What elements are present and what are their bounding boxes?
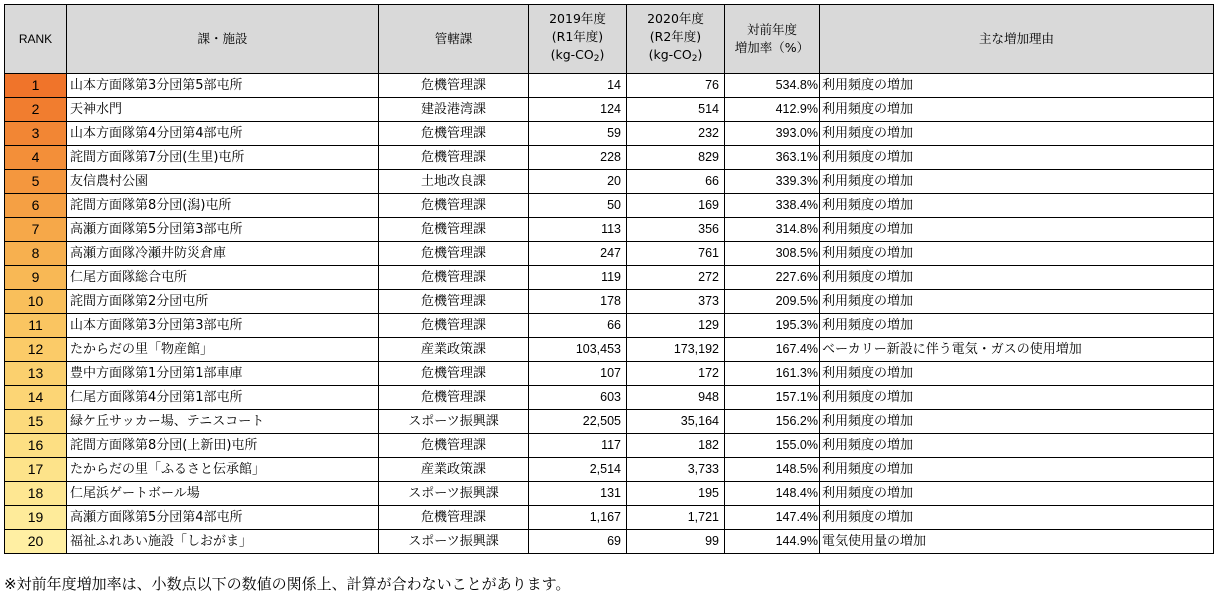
increase-rate-cell: 314.8% [725,218,820,242]
increase-rate-cell: 412.9% [725,98,820,122]
reason-cell: 利用頻度の増加 [820,218,1214,242]
increase-rate-cell: 148.5% [725,458,820,482]
emission-2019-cell: 178 [529,290,627,314]
department-cell: 危機管理課 [379,386,529,410]
table-row [5,146,1214,170]
department-cell: 産業政策課 [379,338,529,362]
emission-2019-cell: 131 [529,482,627,506]
department-cell: 危機管理課 [379,506,529,530]
emission-2020-cell: 169 [627,194,725,218]
emission-2020-cell: 514 [627,98,725,122]
emission-2020-cell: 99 [627,530,725,554]
header-2020 [627,5,725,74]
table-row [5,194,1214,218]
header-rate [725,5,820,74]
increase-rate-cell: 147.4% [725,506,820,530]
facility-cell: たからだの里「ふるさと伝承館」 [67,458,379,482]
header-2020-unit: $(kg-CO_2)$ [648,47,703,64]
rank-cell: 15 [5,410,67,434]
facility-cell: 詫間方面隊第7分団(生里)屯所 [67,146,379,170]
increase-rate-cell: 534.8% [725,74,820,98]
increase-rate-cell: 393.0% [725,122,820,146]
emission-2020-cell: 761 [627,242,725,266]
department-cell: 危機管理課 [379,434,529,458]
increase-rate-cell: 167.4% [725,338,820,362]
emission-2020-cell: 66 [627,170,725,194]
increase-rate-cell: 338.4% [725,194,820,218]
rank-cell: 6 [5,194,67,218]
reason-cell: 利用頻度の増加 [820,362,1214,386]
increase-rate-cell: 363.1% [725,146,820,170]
reason-cell: 利用頻度の増加 [820,314,1214,338]
reason-cell: 電気使用量の増加 [820,530,1214,554]
increase-rate-cell: 148.4% [725,482,820,506]
department-cell: スポーツ振興課 [379,530,529,554]
emission-2020-cell: 829 [627,146,725,170]
header-row [5,5,1214,74]
emission-2019-cell: 2,514 [529,458,627,482]
header-department: 管轄課 [379,5,529,74]
reason-cell: 利用頻度の増加 [820,146,1214,170]
department-cell: 危機管理課 [379,362,529,386]
table-row [5,122,1214,146]
emission-2019-cell: 124 [529,98,627,122]
increase-rate-cell: 195.3% [725,314,820,338]
emission-2019-cell: 1,167 [529,506,627,530]
table-row [5,506,1214,530]
table-row [5,242,1214,266]
emission-2019-cell: 66 [529,314,627,338]
header-facility: 課・施設 [67,5,379,74]
rank-cell: 10 [5,290,67,314]
table-row [5,362,1214,386]
emission-2019-cell: 247 [529,242,627,266]
emission-2019-cell: 603 [529,386,627,410]
facility-cell: 詫間方面隊第8分団(潟)屯所 [67,194,379,218]
table-row [5,434,1214,458]
header-2020-year: 2020年度 [647,11,704,26]
emission-2020-cell: 373 [627,290,725,314]
rank-cell: 2 [5,98,67,122]
facility-cell: たからだの里「物産館」 [67,338,379,362]
facility-cell: 豊中方面隊第1分団第1部車庫 [67,362,379,386]
emission-2020-cell: 3,733 [627,458,725,482]
emission-2020-cell: 1,721 [627,506,725,530]
department-cell: 危機管理課 [379,266,529,290]
rank-cell: 4 [5,146,67,170]
emission-2020-cell: 195 [627,482,725,506]
department-cell: 建設港湾課 [379,98,529,122]
reason-cell: 利用頻度の増加 [820,506,1214,530]
reason-cell: 利用頻度の増加 [820,74,1214,98]
emission-2020-cell: 76 [627,74,725,98]
facility-cell: 仁尾浜ゲートボール場 [67,482,379,506]
rank-cell: 14 [5,386,67,410]
table-row [5,410,1214,434]
reason-cell: 利用頻度の増加 [820,98,1214,122]
table-row [5,218,1214,242]
emission-2020-cell: 272 [627,266,725,290]
increase-rate-cell: 156.2% [725,410,820,434]
table-row [5,458,1214,482]
department-cell: 土地改良課 [379,170,529,194]
header-2019 [529,5,627,74]
department-cell: 危機管理課 [379,314,529,338]
header-2019-reiwa: (R1年度) [551,29,604,44]
emission-2019-cell: 69 [529,530,627,554]
rank-cell: 8 [5,242,67,266]
rank-cell: 9 [5,266,67,290]
facility-cell: 福祉ふれあい施設「しおがま」 [67,530,379,554]
reason-cell: 利用頻度の増加 [820,170,1214,194]
rank-cell: 13 [5,362,67,386]
facility-cell: 山本方面隊第3分団第5部屯所 [67,74,379,98]
rank-cell: 11 [5,314,67,338]
facility-cell: 山本方面隊第4分団第4部屯所 [67,122,379,146]
emission-2020-cell: 172 [627,362,725,386]
emission-2019-cell: 107 [529,362,627,386]
emission-2020-cell: 948 [627,386,725,410]
rank-cell: 20 [5,530,67,554]
department-cell: スポーツ振興課 [379,410,529,434]
reason-cell: 利用頻度の増加 [820,482,1214,506]
department-cell: スポーツ振興課 [379,482,529,506]
emission-2019-cell: 103,453 [529,338,627,362]
table-row [5,386,1214,410]
increase-rate-cell: 339.3% [725,170,820,194]
emission-2019-cell: 14 [529,74,627,98]
facility-cell: 天神水門 [67,98,379,122]
emission-2020-cell: 232 [627,122,725,146]
emission-2020-cell: 356 [627,218,725,242]
table-row [5,314,1214,338]
reason-cell: 利用頻度の増加 [820,458,1214,482]
facility-cell: 山本方面隊第3分団第3部屯所 [67,314,379,338]
table-row [5,266,1214,290]
table-row [5,74,1214,98]
facility-cell: 高瀬方面隊冷瀬井防災倉庫 [67,242,379,266]
header-2020-reiwa: (R2年度) [649,29,702,44]
emission-2019-cell: 117 [529,434,627,458]
emission-2019-cell: 119 [529,266,627,290]
table-row [5,482,1214,506]
department-cell: 危機管理課 [379,242,529,266]
increase-rate-cell: 227.6% [725,266,820,290]
header-rate-line1: 対前年度 [746,22,797,37]
increase-rate-cell: 157.1% [725,386,820,410]
rank-cell: 1 [5,74,67,98]
rank-cell: 16 [5,434,67,458]
reason-cell: 利用頻度の増加 [820,266,1214,290]
header-rank: RANK [5,5,67,74]
facility-cell: 仁尾方面隊総合屯所 [67,266,379,290]
increase-rate-cell: 144.9% [725,530,820,554]
facility-cell: 緑ケ丘サッカー場、テニスコート [67,410,379,434]
emission-2020-cell: 182 [627,434,725,458]
rank-cell: 7 [5,218,67,242]
rank-cell: 3 [5,122,67,146]
facility-cell: 友信農村公園 [67,170,379,194]
facility-cell: 仁尾方面隊第4分団第1部屯所 [67,386,379,410]
reason-cell: 利用頻度の増加 [820,434,1214,458]
header-rate-line2: 増加率（%） [734,40,810,55]
reason-cell: 利用頻度の増加 [820,386,1214,410]
reason-cell: 利用頻度の増加 [820,194,1214,218]
table-row [5,170,1214,194]
facility-cell: 高瀬方面隊第5分団第3部屯所 [67,218,379,242]
table-body [5,74,1214,554]
footnote: ※対前年度増加率は、小数点以下の数値の関係上、計算が合わないことがあります。 [4,575,571,593]
header-reason: 主な増加理由 [820,5,1214,74]
department-cell: 危機管理課 [379,194,529,218]
emission-2019-cell: 228 [529,146,627,170]
department-cell: 危機管理課 [379,122,529,146]
reason-cell: ベーカリー新設に伴う電気・ガスの使用増加 [820,338,1214,362]
rank-cell: 18 [5,482,67,506]
rank-cell: 5 [5,170,67,194]
emission-2019-cell: 50 [529,194,627,218]
increase-rate-cell: 308.5% [725,242,820,266]
table-row [5,290,1214,314]
emission-2019-cell: 22,505 [529,410,627,434]
reason-cell: 利用頻度の増加 [820,122,1214,146]
header-2019-unit: $(kg-CO_2)$ [550,47,605,64]
department-cell: 産業政策課 [379,458,529,482]
emission-2020-cell: 35,164 [627,410,725,434]
emission-2020-cell: 173,192 [627,338,725,362]
rank-cell: 17 [5,458,67,482]
facility-cell: 詫間方面隊第2分団屯所 [67,290,379,314]
emission-2020-cell: 129 [627,314,725,338]
reason-cell: 利用頻度の増加 [820,290,1214,314]
table-row [5,530,1214,554]
emission-2019-cell: 20 [529,170,627,194]
reason-cell: 利用頻度の増加 [820,410,1214,434]
department-cell: 危機管理課 [379,290,529,314]
table-row [5,98,1214,122]
facility-cell: 高瀬方面隊第5分団第4部屯所 [67,506,379,530]
ranking-table [4,4,1214,554]
header-2019-year: 2019年度 [549,11,606,26]
reason-cell: 利用頻度の増加 [820,242,1214,266]
increase-rate-cell: 155.0% [725,434,820,458]
department-cell: 危機管理課 [379,146,529,170]
table-row [5,338,1214,362]
rank-cell: 19 [5,506,67,530]
department-cell: 危機管理課 [379,74,529,98]
increase-rate-cell: 209.5% [725,290,820,314]
department-cell: 危機管理課 [379,218,529,242]
increase-rate-cell: 161.3% [725,362,820,386]
rank-cell: 12 [5,338,67,362]
emission-2019-cell: 59 [529,122,627,146]
facility-cell: 詫間方面隊第8分団(上新田)屯所 [67,434,379,458]
emission-2019-cell: 113 [529,218,627,242]
